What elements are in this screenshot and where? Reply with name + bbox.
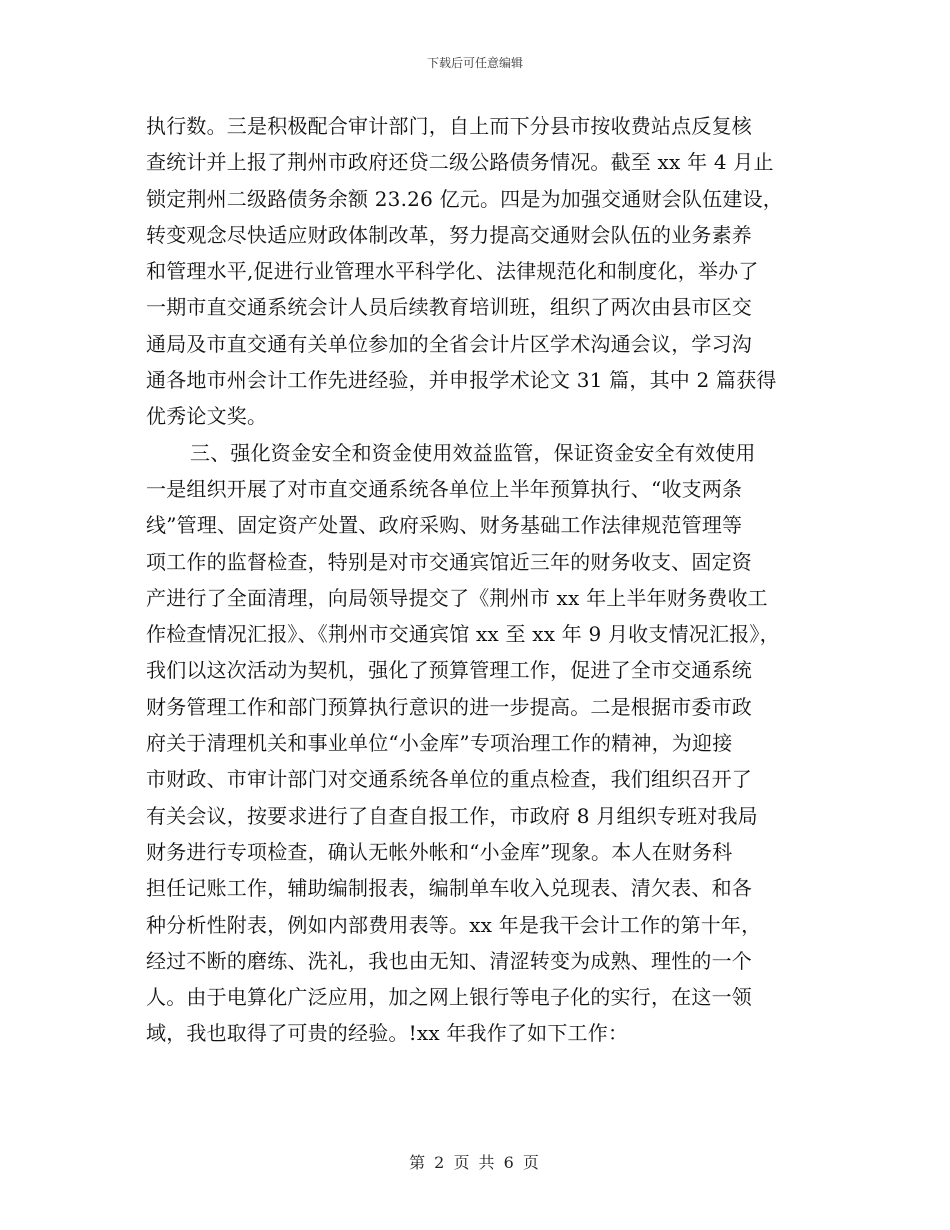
text-line: 转变观念尽快适应财政体制改革，努力提高交通财会队伍的业务素养 (146, 222, 752, 247)
text-line: 产进行了全面清理，向局领导提交了《荆州市 xx 年上半年财务费收工 (146, 585, 768, 610)
text-line: 和管理水平,促进行业管理水平科学化、法律规范化和制度化，举办了 (146, 259, 759, 284)
text-line: 府关于清理机关和事业单位“小金库”专项治理工作的精神，为迎接 (146, 731, 733, 756)
text-line: 市财政、市审计部门对交通系统各单位的重点检查，我们组织召开了 (146, 767, 752, 792)
text-line: 种分析性附表，例如内部费用表等。xx 年是我干会计工作的第十年， (146, 912, 762, 937)
text-line: 经过不断的磨练、洗礼，我也由无知、清涩转变为成熟、理性的一个 (146, 948, 752, 973)
text-line: 有关会议，按要求进行了自查自报工作，市政府 8 月组织专班对我局 (146, 803, 758, 828)
text-line: 一期市直交通系统会计人员后续教育培训班，组织了两次由县市区交 (146, 295, 752, 320)
text-line: 财务进行专项检查，确认无帐外帐和“小金库”现象。本人在财务科 (146, 839, 733, 864)
text-line: 线”管理、固定资产处置、政府采购、财务基础工作法律规范管理等 (146, 513, 743, 538)
text-line: 一是组织开展了对市直交通系统各单位上半年预算执行、“收支两条 (146, 476, 743, 501)
text-line: 执行数。三是积极配合审计部门，自上而下分县市按收费站点反复核 (146, 114, 752, 138)
document-body (146, 108, 811, 1052)
text-line: 优秀论文奖。 (146, 404, 268, 429)
text-line: 域，我也取得了可贵的经验。!xx 年我作了如下工作： (146, 1021, 629, 1046)
text-line: 通局及市直交通有关单位参加的全省会计片区学术沟通会议，学习沟 (146, 331, 752, 356)
text-line: 锁定荆州二级路债务余额 23.26 亿元。四是为加强交通财会队伍建设， (146, 186, 783, 211)
text-line: 通各地市州会计工作先进经验，并申报学术论文 31 篇，其中 2 篇获得 (146, 368, 777, 393)
text-line: 我们以这次活动为契机，强化了预算管理工作，促进了全市交通系统 (146, 658, 752, 683)
text-line: 项工作的监督检查，特别是对市交通宾馆近三年的财务收支、固定资 (146, 549, 752, 574)
text-line: 查统计并上报了荆州市政府还贷二级公路债务情况。截至 xx 年 4 月止 (146, 150, 774, 175)
text-line: 作检查情况汇报》、《荆州市交通宾馆 xx 至 xx 年 9 月收支情况汇报》， (146, 622, 780, 647)
page-header: 下载后可任意编辑 (426, 56, 523, 70)
page-number: 第 2 页 共 6 页 (409, 1153, 541, 1172)
text-line: 财务管理工作和部门预算执行意识的进一步提高。二是根据市委市政 (146, 694, 752, 719)
text-line: 人。由于电算化广泛应用，加之网上银行等电子化的实行，在这一领 (146, 985, 752, 1010)
text-line: 担任记账工作，辅助编制报表，编制单车收入兑现表、清欠表、和各 (146, 876, 752, 901)
section-heading: 三、强化资金安全和资金使用效益监管，保证资金安全有效使用 (190, 440, 756, 465)
